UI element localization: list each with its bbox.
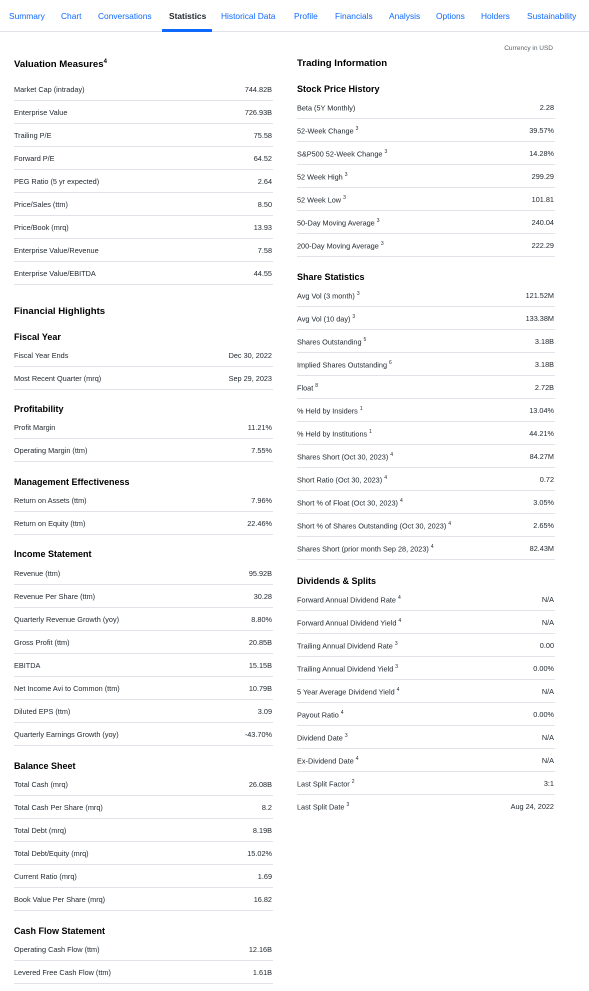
- row-label: Diluted EPS (ttm): [14, 707, 71, 716]
- row-value: 2.64: [257, 177, 272, 186]
- table-row: [14, 124, 273, 147]
- row-label: EBITDA: [14, 661, 41, 670]
- row-label: [297, 218, 380, 227]
- row-value: 1.69: [257, 872, 272, 881]
- table-row: [297, 142, 555, 165]
- income-statement-title: Income Statement: [14, 549, 92, 559]
- table-row: [297, 234, 555, 257]
- row-value: Aug 24, 2022: [510, 802, 554, 811]
- row-label-text: 52 Week High: [297, 172, 343, 182]
- row-label: Quarterly Revenue Growth (yoy): [14, 615, 120, 624]
- table-row: [14, 608, 273, 631]
- row-label-text: 52-Week Change: [297, 126, 354, 136]
- row-label: [297, 733, 348, 742]
- footnote-marker: 4: [355, 756, 359, 762]
- row-label: [297, 641, 398, 650]
- row-value: 13.04%: [529, 406, 554, 415]
- row-label: [297, 544, 434, 553]
- table-row: [14, 416, 273, 439]
- row-value: 7.58: [257, 246, 272, 255]
- table-row: [14, 700, 273, 723]
- row-label: Price/Sales (ttm): [14, 200, 68, 209]
- row-value: 0.00%: [533, 710, 554, 719]
- row-label: Forward P/E: [14, 154, 55, 163]
- footnote-marker: 1: [369, 429, 372, 435]
- row-label-text: Implied Shares Outstanding: [297, 360, 388, 370]
- row-value: 30.28: [253, 592, 272, 601]
- footnote-marker: 4: [398, 618, 402, 624]
- footnote-marker: 4: [396, 687, 400, 693]
- row-value: 95.92B: [248, 569, 272, 578]
- row-label: Revenue Per Share (ttm): [14, 592, 96, 601]
- row-label: Current Ratio (mrq): [14, 872, 77, 881]
- footnote-marker: 3: [344, 733, 348, 739]
- table-row: [297, 514, 555, 537]
- row-value: 44.55: [253, 269, 272, 278]
- table-row: [297, 680, 555, 703]
- table-row: [14, 439, 273, 462]
- row-label-text: Last Split Factor: [297, 779, 350, 789]
- row-label-text: Short % of Shares Outstanding (Oct 30, 2023): [297, 521, 447, 531]
- share-statistics-title: Share Statistics: [297, 272, 365, 282]
- row-value: 11.21%: [247, 423, 272, 432]
- row-value: 299.29: [531, 172, 554, 181]
- trading-information-title: Trading Information: [297, 58, 388, 69]
- footnote-marker: 6: [389, 360, 392, 366]
- footnote-marker: 4: [430, 544, 434, 550]
- table-row: [297, 795, 555, 818]
- row-label: Quarterly Earnings Growth (yoy): [14, 730, 119, 739]
- row-label: [297, 521, 451, 530]
- active-tab-indicator: [162, 29, 212, 32]
- row-label: Profit Margin: [14, 423, 56, 432]
- row-label-text: Payout Ratio: [297, 710, 339, 720]
- row-value: 222.29: [531, 241, 554, 250]
- table-row: [297, 422, 555, 445]
- row-value: 20.85B: [248, 638, 272, 647]
- table-row: [14, 512, 273, 535]
- footnote-marker: 4: [400, 498, 403, 504]
- tab-profile[interactable]: Profile: [294, 11, 318, 21]
- row-label: [297, 756, 359, 765]
- valuation-measures-title: [14, 59, 107, 70]
- row-value: 44.21%: [529, 429, 554, 438]
- tab-statistics[interactable]: Statistics: [169, 11, 207, 21]
- row-label: [297, 595, 401, 604]
- row-value: 0.72: [539, 475, 554, 484]
- row-label: [297, 103, 357, 112]
- row-value: N/A: [541, 595, 554, 604]
- row-value: 82.43M: [529, 544, 554, 553]
- row-value: N/A: [541, 618, 554, 627]
- row-label-text: % Held by Institutions: [297, 429, 368, 439]
- row-value: 10.79B: [248, 684, 272, 693]
- row-value: 121.52M: [525, 291, 554, 300]
- table-row: [297, 119, 555, 142]
- row-label: [297, 664, 398, 673]
- row-value: 8.19B: [252, 826, 272, 835]
- table-row: [297, 188, 555, 211]
- row-value: -43.70%: [244, 730, 272, 739]
- table-row: [14, 888, 273, 911]
- row-value: 2.28: [539, 103, 554, 112]
- row-label: [297, 241, 384, 250]
- stock-price-history-title: Stock Price History: [297, 84, 380, 94]
- row-label-text: Forward Annual Dividend Rate: [297, 595, 396, 605]
- management-effectiveness-title: Management Effectiveness: [14, 477, 130, 487]
- row-value: 133.38M: [525, 314, 554, 323]
- row-label-text: Short % of Float (Oct 30, 2023): [297, 498, 398, 508]
- row-label-text: Dividend Date: [297, 733, 343, 743]
- row-value: 744.82B: [244, 85, 272, 94]
- row-label: [297, 337, 366, 346]
- table-row: [14, 78, 273, 101]
- table-row: [297, 611, 555, 634]
- footnote-marker: 3: [355, 126, 359, 132]
- row-label-text: Short Ratio (Oct 30, 2023): [297, 475, 383, 485]
- row-label: Price/Book (mrq): [14, 223, 69, 232]
- tab-historical-data[interactable]: Historical Data: [221, 11, 276, 21]
- dividends-splits-title: Dividends & Splits: [297, 576, 377, 586]
- table-row: [14, 147, 273, 170]
- table-row: [14, 216, 273, 239]
- tab-summary[interactable]: Summary: [9, 11, 45, 21]
- tab-sustainability[interactable]: Sustainability: [527, 11, 577, 21]
- footnote-marker: 3: [356, 291, 360, 297]
- row-label: Return on Assets (ttm): [14, 496, 87, 505]
- row-label-text: 52 Week Low: [297, 195, 342, 205]
- footnote-marker: 4: [384, 475, 387, 481]
- row-label: Return on Equity (ttm): [14, 519, 86, 528]
- row-label: Trailing P/E: [14, 131, 52, 140]
- tab-options[interactable]: Options: [436, 11, 465, 21]
- table-row: [14, 562, 273, 585]
- row-value: 240.04: [531, 218, 554, 227]
- row-value: 39.57%: [529, 126, 554, 135]
- row-label: Total Cash Per Share (mrq): [14, 803, 103, 812]
- row-label: Enterprise Value/EBITDA: [14, 269, 96, 278]
- row-value: 8.50: [257, 200, 272, 209]
- footnote-marker: 3: [395, 664, 399, 670]
- row-value: 3.18B: [534, 337, 554, 346]
- row-label: [297, 452, 393, 461]
- valuation-footnote: 4: [103, 59, 107, 65]
- table-row: [297, 537, 555, 560]
- tab-financials[interactable]: Financials: [335, 11, 373, 21]
- table-row: [297, 376, 555, 399]
- row-label-text: Shares Short (prior month Sep 28, 2023): [297, 544, 429, 554]
- table-row: [14, 773, 273, 796]
- table-row: [14, 489, 273, 512]
- tab-holders[interactable]: Holders: [481, 11, 510, 21]
- table-row: [14, 677, 273, 700]
- row-label: Gross Profit (ttm): [14, 638, 70, 647]
- table-row: [297, 588, 555, 611]
- footnote-marker: 3: [394, 641, 398, 647]
- row-label: Total Cash (mrq): [14, 780, 68, 789]
- footnote-marker: 1: [359, 406, 363, 412]
- tab-chart[interactable]: Chart: [61, 11, 82, 21]
- table-row: [297, 211, 555, 234]
- row-label: [297, 429, 372, 438]
- row-label: Total Debt/Equity (mrq): [14, 849, 89, 858]
- row-label: [297, 314, 355, 323]
- row-label: [297, 126, 358, 135]
- valuation-measures-title-text: Valuation Measures: [14, 59, 104, 71]
- row-label: [297, 802, 349, 811]
- row-value: 15.15B: [248, 661, 272, 670]
- row-value: 64.52: [253, 154, 272, 163]
- row-label: Market Cap (intraday): [14, 85, 85, 94]
- footnote-marker: 3: [346, 802, 350, 808]
- table-row: [14, 654, 273, 677]
- table-row: [297, 657, 555, 680]
- row-label-text: Beta (5Y Monthly): [297, 103, 356, 113]
- row-value: 13.93: [253, 223, 272, 232]
- table-row: [297, 330, 555, 353]
- footnote-marker: 4: [390, 452, 394, 458]
- profitability-title: Profitability: [14, 404, 64, 414]
- footnote-marker: 4: [397, 595, 401, 601]
- row-value: 3.05%: [533, 498, 554, 507]
- row-label-text: 50-Day Moving Average: [297, 218, 375, 228]
- row-value: N/A: [541, 756, 554, 765]
- row-label-text: % Held by Insiders: [297, 406, 358, 416]
- row-label: [297, 149, 387, 158]
- table-row: [14, 961, 273, 984]
- currency-note: Currency in USD: [504, 45, 553, 52]
- row-label: Operating Margin (ttm): [14, 446, 88, 455]
- table-row: [14, 367, 273, 390]
- row-value: 22.46%: [247, 519, 272, 528]
- table-row: [14, 723, 273, 746]
- footnote-marker: 3: [380, 241, 384, 247]
- row-value: 1.61B: [252, 968, 272, 977]
- row-value: Dec 30, 2022: [228, 351, 272, 360]
- row-label: Fiscal Year Ends: [14, 351, 69, 360]
- row-label-text: 200-Day Moving Average: [297, 241, 379, 251]
- row-label: [297, 195, 346, 204]
- footnote-marker: 4: [448, 521, 452, 527]
- row-value: 14.28%: [529, 149, 554, 158]
- table-row: [297, 165, 555, 188]
- row-label-text: Ex-Dividend Date: [297, 756, 354, 766]
- row-label: Enterprise Value: [14, 108, 68, 117]
- quote-nav-tabs: [0, 0, 589, 32]
- row-value: 75.58: [253, 131, 272, 140]
- table-row: [14, 796, 273, 819]
- row-value: 26.08B: [248, 780, 272, 789]
- row-value: 3.09: [257, 707, 272, 716]
- row-label: Revenue (ttm): [14, 569, 61, 578]
- row-value: 84.27M: [529, 452, 554, 461]
- row-value: N/A: [541, 687, 554, 696]
- row-label: [297, 779, 355, 788]
- row-value: N/A: [541, 733, 554, 742]
- table-row: [14, 865, 273, 888]
- table-row: [297, 491, 555, 514]
- table-row: [14, 344, 273, 367]
- row-value: 101.81: [531, 195, 554, 204]
- table-row: [297, 726, 555, 749]
- table-row: [14, 631, 273, 654]
- row-label-text: Avg Vol (10 day): [297, 314, 351, 324]
- table-row: [297, 703, 555, 726]
- table-row: [14, 262, 273, 285]
- table-row: [297, 634, 555, 657]
- row-value: 726.93B: [244, 108, 272, 117]
- row-label: [297, 291, 360, 300]
- tab-conversations[interactable]: Conversations: [98, 11, 152, 21]
- table-row: [297, 399, 555, 422]
- fiscal-year-title: Fiscal Year: [14, 332, 61, 342]
- table-row: [14, 585, 273, 608]
- table-row: [14, 239, 273, 262]
- row-label: [297, 360, 392, 369]
- row-value: 0.00: [539, 641, 554, 650]
- row-label: [297, 475, 387, 484]
- row-label: [297, 383, 318, 392]
- row-label: Book Value Per Share (mrq): [14, 895, 106, 904]
- table-row: [297, 749, 555, 772]
- row-label: Net Income Avi to Common (ttm): [14, 684, 120, 693]
- row-value: 8.80%: [251, 615, 272, 624]
- row-value: 8.2: [261, 803, 272, 812]
- row-label-text: Avg Vol (3 month): [297, 291, 355, 301]
- row-label-text: Last Split Date: [297, 802, 345, 812]
- row-label: Enterprise Value/Revenue: [14, 246, 99, 255]
- footnote-marker: 3: [344, 172, 348, 178]
- row-value: Sep 29, 2023: [228, 374, 272, 383]
- row-label: [297, 498, 403, 507]
- row-label-text: Shares Outstanding: [297, 337, 362, 347]
- row-label: [297, 710, 344, 719]
- row-label: PEG Ratio (5 yr expected): [14, 177, 100, 186]
- row-label: [297, 406, 363, 415]
- row-label-text: Trailing Annual Dividend Rate: [297, 641, 393, 651]
- footnote-marker: 4: [340, 710, 344, 716]
- row-label: [297, 687, 399, 696]
- row-label-text: Shares Short (Oct 30, 2023): [297, 452, 389, 462]
- row-label: Levered Free Cash Flow (ttm): [14, 968, 111, 977]
- footnote-marker: 3: [384, 149, 388, 155]
- row-label-text: Trailing Annual Dividend Yield: [297, 664, 394, 674]
- row-value: 0.00%: [533, 664, 554, 673]
- table-row: [297, 96, 555, 119]
- table-row: [14, 101, 273, 124]
- table-row: [297, 284, 555, 307]
- financial-highlights-title: Financial Highlights: [14, 306, 106, 317]
- table-row: [14, 842, 273, 865]
- row-value: 2.72B: [534, 383, 554, 392]
- row-value: 3:1: [543, 779, 554, 788]
- table-row: [14, 193, 273, 216]
- row-label: Most Recent Quarter (mrq): [14, 374, 102, 383]
- table-row: [297, 353, 555, 376]
- row-value: 12.16B: [248, 945, 272, 954]
- table-row: [297, 445, 555, 468]
- footnote-marker: 3: [343, 195, 346, 201]
- row-label: Total Debt (mrq): [14, 826, 67, 835]
- table-row: [14, 938, 273, 961]
- row-value: 7.96%: [251, 496, 272, 505]
- table-row: [297, 307, 555, 330]
- footnote-marker: 3: [352, 314, 356, 320]
- row-label-text: 5 Year Average Dividend Yield: [297, 687, 395, 697]
- row-label: [297, 618, 401, 627]
- table-row: [14, 170, 273, 193]
- footnote-marker: 3: [376, 218, 380, 224]
- row-label: [297, 172, 347, 181]
- footnote-marker: 2: [351, 779, 355, 785]
- row-label: Operating Cash Flow (ttm): [14, 945, 100, 954]
- row-label-text: Forward Annual Dividend Yield: [297, 618, 397, 628]
- balance-sheet-title: Balance Sheet: [14, 761, 76, 771]
- footnote-marker: 5: [363, 337, 367, 343]
- row-label-text: Float: [297, 383, 314, 393]
- cash-flow-statement-title: Cash Flow Statement: [14, 926, 106, 936]
- row-label-text: S&P500 52-Week Change: [297, 149, 383, 159]
- row-value: 2.65%: [533, 521, 554, 530]
- table-row: [14, 819, 273, 842]
- row-value: 7.55%: [251, 446, 272, 455]
- footnote-marker: 8: [315, 383, 319, 389]
- row-value: 3.18B: [534, 360, 554, 369]
- row-value: 16.82: [253, 895, 272, 904]
- tab-analysis[interactable]: Analysis: [389, 11, 421, 21]
- row-value: 15.02%: [247, 849, 272, 858]
- table-row: [297, 772, 555, 795]
- table-row: [297, 468, 555, 491]
